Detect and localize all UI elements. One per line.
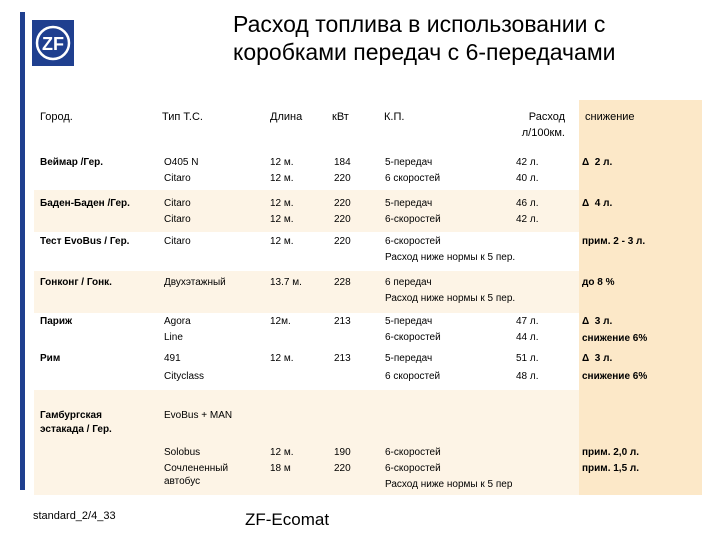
- delta-icon: Δ: [582, 157, 590, 168]
- row-weimar-reduction: [582, 155, 612, 171]
- row-evobus-city: Тест EvoBus / Гер.: [40, 236, 130, 247]
- row-hongkong-gearbox-2: Расход ниже нормы к 5 пер.: [385, 293, 516, 304]
- row-paris-reduction-1: [582, 314, 612, 330]
- row-weimar-consumption-2: 40 л.: [516, 173, 539, 184]
- row-rome-reduction-value: 3 л.: [594, 353, 613, 364]
- row-evobus-vehicle-1: Citaro: [164, 236, 191, 247]
- row-rome-vehicle-2: Cityclass: [164, 371, 205, 382]
- header-reduction: снижение: [585, 111, 635, 123]
- row-paris-vehicle-2: Line: [164, 332, 183, 343]
- row-paris-consumption-2: 44 л.: [516, 332, 539, 343]
- row-hamburg-reduction-2: прим. 1,5 л.: [582, 463, 640, 474]
- footer-product-name: ZF-Ecomat: [245, 510, 330, 529]
- row-hamburg-vehicle-3: Сочлененный: [164, 463, 229, 474]
- delta-icon: Δ: [582, 316, 590, 327]
- row-rome-city: Рим: [40, 353, 61, 364]
- header-length: Длина: [270, 111, 303, 123]
- row-baden-kw-2: 220: [334, 214, 351, 225]
- row-hongkong-city: Гонконг / Гонк.: [40, 277, 112, 288]
- row-baden-consumption-1: 46 л.: [516, 198, 539, 209]
- row-baden-consumption-2: 42 л.: [516, 214, 539, 225]
- row-baden-reduction-value: 4 л.: [594, 198, 613, 209]
- header-consumption: Расход: [528, 111, 565, 123]
- slide-title: [233, 10, 703, 66]
- row-rome-reduction-2: снижение 6%: [582, 371, 648, 382]
- row-weimar-consumption-1: 42 л.: [516, 157, 539, 168]
- row-baden-gearbox-2: 6-скоростей: [385, 214, 441, 225]
- row-paris-kw-1: 213: [334, 316, 351, 327]
- row-baden-length-1: 12 м.: [270, 198, 294, 209]
- row-evobus-length-1: 12 м.: [270, 236, 294, 247]
- row-hamburg-city-2: эстакада / Гер.: [40, 424, 112, 435]
- row-hamburg-length-2: 18 м: [270, 463, 291, 474]
- header-city: Город.: [40, 111, 73, 123]
- footer-document-code: standard_2/4_33: [33, 510, 116, 522]
- row-hamburg-kw-2: 220: [334, 463, 351, 474]
- header-gearbox: К.П.: [384, 111, 405, 123]
- row-hongkong-kw-1: 228: [334, 277, 351, 288]
- row-weimar-gearbox-1: 5-передач: [385, 157, 433, 168]
- row-rome-gearbox-2: 6 скоростей: [385, 371, 441, 382]
- row-weimar-length-2: 12 м.: [270, 173, 294, 184]
- left-accent-bar: [20, 12, 25, 490]
- row-hamburg-gearbox-3: Расход ниже нормы к 5 пер: [385, 479, 513, 490]
- row-paris-length-1: 12м.: [270, 316, 291, 327]
- row-weimar-city: Веймар /Гер.: [40, 157, 104, 168]
- row-evobus-gearbox-2: Расход ниже нормы к 5 пер.: [385, 252, 516, 263]
- row-baden-length-2: 12 м.: [270, 214, 294, 225]
- row-rome-length-1: 12 м.: [270, 353, 294, 364]
- row-baden-gearbox-1: 5-передач: [385, 198, 433, 209]
- row-hongkong-vehicle-1: Двухэтажный: [164, 277, 226, 288]
- row-hamburg-length-1: 12 м.: [270, 447, 294, 458]
- row-baden-city: Баден-Баден /Гер.: [40, 198, 130, 209]
- svg-text:ZF: ZF: [42, 34, 64, 54]
- row-weimar-length-1: 12 м.: [270, 157, 294, 168]
- row-hamburg-city-1: Гамбургская: [40, 410, 102, 421]
- row-hamburg-gearbox-2: 6-скоростей: [385, 463, 441, 474]
- row-rome-reduction-1: [582, 351, 612, 367]
- row-paris-reduction-value: 3 л.: [594, 316, 613, 327]
- row-paris-gearbox-2: 6-скоростей: [385, 332, 441, 343]
- consumption-table: [34, 100, 702, 495]
- row-hamburg-vehicle-4: автобус: [164, 476, 201, 487]
- title-line-2: коробками передач с 6-передачами: [233, 39, 616, 65]
- row-paris-consumption-1: 47 л.: [516, 316, 539, 327]
- row-paris-vehicle-1: Agora: [164, 316, 191, 327]
- row-evobus-gearbox-1: 6-скоростей: [385, 236, 441, 247]
- row-weimar-kw-1: 184: [334, 157, 351, 168]
- row-hongkong-length-1: 13.7 м.: [270, 277, 302, 288]
- delta-icon: Δ: [582, 353, 590, 364]
- row-rome-consumption-1: 51 л.: [516, 353, 539, 364]
- row-rome-kw-1: 213: [334, 353, 351, 364]
- delta-icon: Δ: [582, 198, 590, 209]
- row-baden-reduction: [582, 196, 612, 212]
- row-evobus-kw-1: 220: [334, 236, 351, 247]
- row-hamburg-vehicle-2: Solobus: [164, 447, 201, 458]
- row-rome-vehicle-1: 491: [164, 353, 181, 364]
- row-rome-gearbox-1: 5-передач: [385, 353, 433, 364]
- row-weimar-vehicle-2: Citaro: [164, 173, 191, 184]
- row-weimar-vehicle-1: O405 N: [164, 157, 199, 168]
- row-paris-gearbox-1: 5-передач: [385, 316, 433, 327]
- header-vehicle-type: Тип Т.С.: [162, 111, 203, 123]
- row-hamburg-vehicle-1: EvoBus + MAN: [164, 410, 233, 421]
- row-rome-consumption-2: 48 л.: [516, 371, 539, 382]
- row-baden-vehicle-1: Citaro: [164, 198, 191, 209]
- row-baden-kw-1: 220: [334, 198, 351, 209]
- row-hamburg-gearbox-1: 6-скоростей: [385, 447, 441, 458]
- zf-logo: [32, 20, 74, 66]
- row-paris-reduction-2: снижение 6%: [582, 333, 648, 344]
- row-weimar-kw-2: 220: [334, 173, 351, 184]
- row-paris-city: Париж: [40, 316, 73, 327]
- row-hongkong-reduction: до 8 %: [582, 277, 615, 288]
- row-weimar-reduction-value: 2 л.: [594, 157, 613, 168]
- title-line-1: Расход топлива в использовании с: [233, 11, 606, 37]
- header-kw: кВт: [332, 111, 349, 123]
- header-consumption-unit: л/100км.: [521, 127, 565, 139]
- row-evobus-reduction: прим. 2 - 3 л.: [582, 236, 646, 247]
- row-hamburg-reduction-1: прим. 2,0 л.: [582, 447, 640, 458]
- row-hongkong-gearbox-1: 6 передач: [385, 277, 432, 288]
- row-baden-vehicle-2: Citaro: [164, 214, 191, 225]
- row-hamburg-kw-1: 190: [334, 447, 351, 458]
- row-weimar-gearbox-2: 6 скоростей: [385, 173, 441, 184]
